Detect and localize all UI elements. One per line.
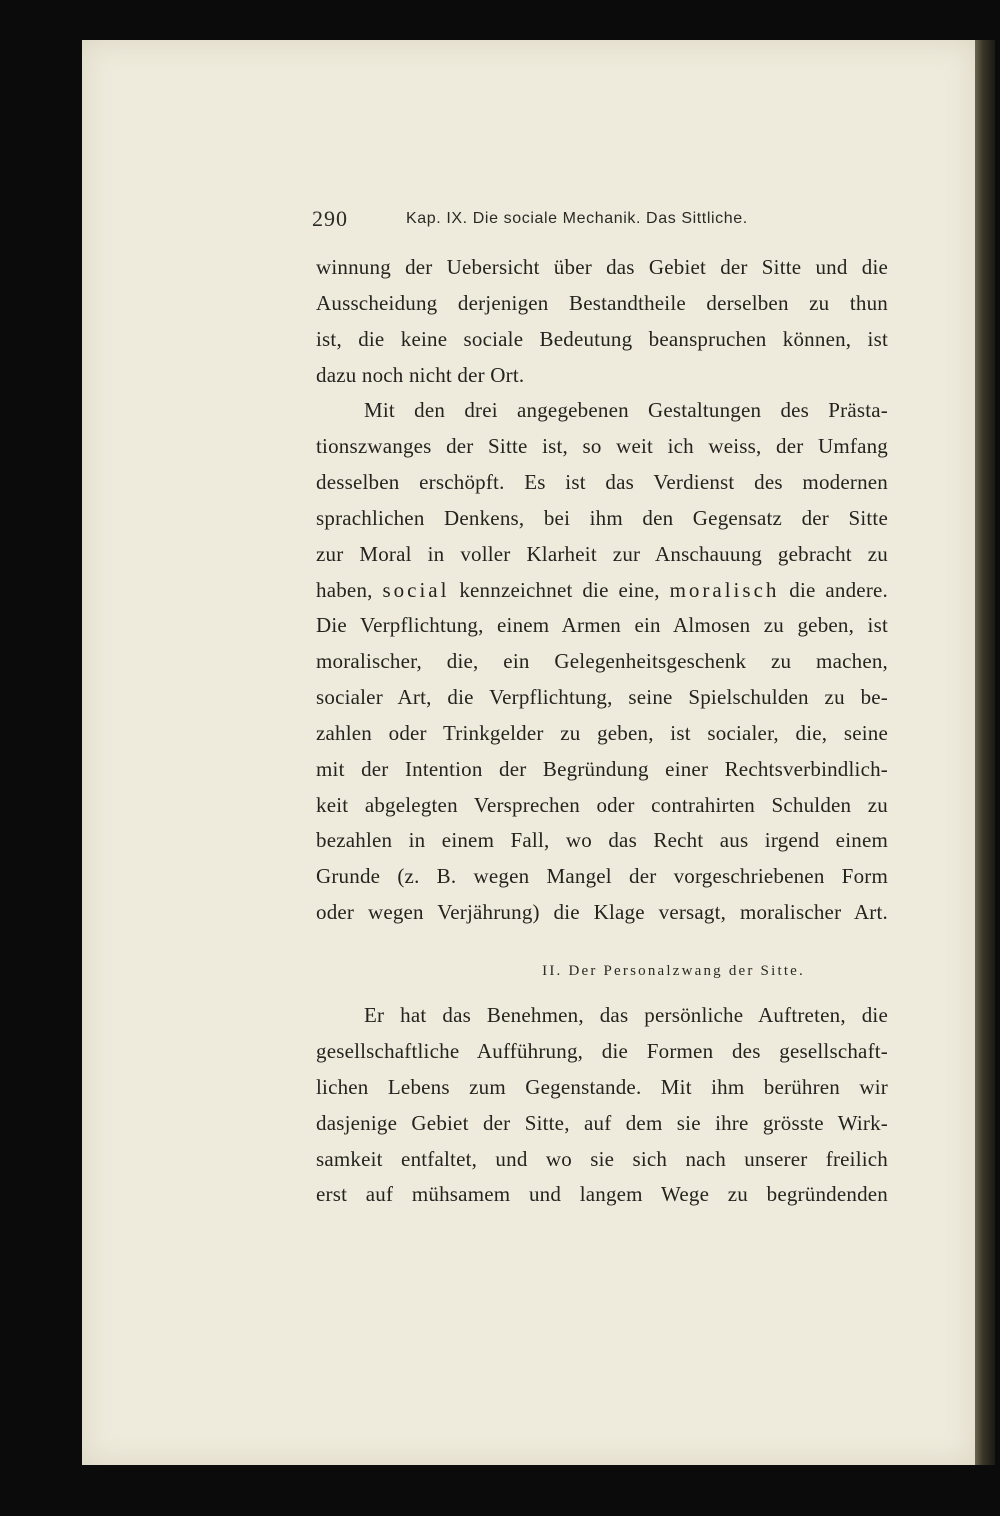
text-line: dazu noch nicht der Ort. bbox=[316, 363, 525, 387]
text-line: samkeit entfaltet, und wo sie sich nach unserer freilich bbox=[316, 1147, 888, 1171]
text-line: keit abgelegten Versprechen oder contrahirten Schulden zu bbox=[316, 793, 888, 817]
text-line: moralischer, die, ein Gelegenheitsgeschenk zu machen, bbox=[316, 649, 888, 673]
text-line: Er hat das Benehmen, das persönliche Auftreten, die bbox=[364, 1003, 888, 1027]
text-line: sprachlichen Denkens, bei ihm den Gegensatz der Sitte bbox=[316, 506, 888, 530]
text-fragment: haben, bbox=[316, 578, 383, 602]
text-line: dasjenige Gebiet der Sitte, auf dem sie ihre grösste Wirk- bbox=[316, 1111, 888, 1135]
text-line: winnung der Uebersicht über das Gebiet der Sitte und die bbox=[316, 255, 888, 279]
text-line: zur Moral in voller Klarheit zur Anschauung gebracht zu bbox=[316, 542, 888, 566]
running-title: Kap. IX. Die sociale Mechanik. Das Sittliche. bbox=[406, 210, 748, 227]
text-line: erst auf mühsamem und langem Wege zu begründenden bbox=[316, 1182, 888, 1206]
text-line: Grunde (z. B. wegen Mangel der vorgeschriebenen Form bbox=[316, 864, 888, 888]
page-number: 290 bbox=[312, 206, 348, 231]
text-line: desselben erschöpft. Es ist das Verdienst des modernen bbox=[316, 470, 888, 494]
section-heading bbox=[0, 963, 1000, 980]
text-fragment: die andere. bbox=[779, 578, 888, 602]
text-line: oder wegen Verjährung) die Klage versagt, moralischer Art. bbox=[316, 900, 888, 924]
text-line: Die Verpflichtung, einem Armen ein Almosen zu geben, ist bbox=[316, 613, 888, 637]
page-edge bbox=[975, 40, 995, 1465]
text-line: mit der Intention der Begründung einer Rechtsverbindlich- bbox=[316, 757, 888, 781]
text-line: tionszwanges der Sitte ist, so weit ich weiss, der Umfang bbox=[316, 434, 888, 458]
text-line: lichen Lebens zum Gegenstande. Mit ihm berühren wir bbox=[316, 1075, 888, 1099]
emphasis-social: social bbox=[382, 578, 450, 602]
section-heading-text: II. Der Personalzwang der Sitte. bbox=[542, 963, 805, 979]
text-line: bezahlen in einem Fall, wo das Recht aus irgend einem bbox=[316, 828, 888, 852]
text-line: gesellschaftliche Aufführung, die Formen des gesellschaft- bbox=[316, 1039, 888, 1063]
text-line-haben bbox=[316, 578, 888, 603]
page-header bbox=[312, 204, 792, 240]
text-line: zahlen oder Trinkgelder zu geben, ist socialer, die, seine bbox=[316, 721, 888, 745]
text-line: Ausscheidung derjenigen Bestandtheile derselben zu thun bbox=[316, 291, 888, 315]
text-line: Mit den drei angegebenen Gestaltungen des Prästa- bbox=[364, 398, 888, 422]
text-fragment: kennzeichnet die eine, bbox=[449, 578, 670, 602]
emphasis-moralisch: moralisch bbox=[669, 578, 780, 602]
text-line: ist, die keine sociale Bedeutung beanspruchen können, ist bbox=[316, 327, 888, 351]
text-line: socialer Art, die Verpflichtung, seine Spielschulden zu be- bbox=[316, 685, 888, 709]
book-page bbox=[82, 40, 975, 1465]
